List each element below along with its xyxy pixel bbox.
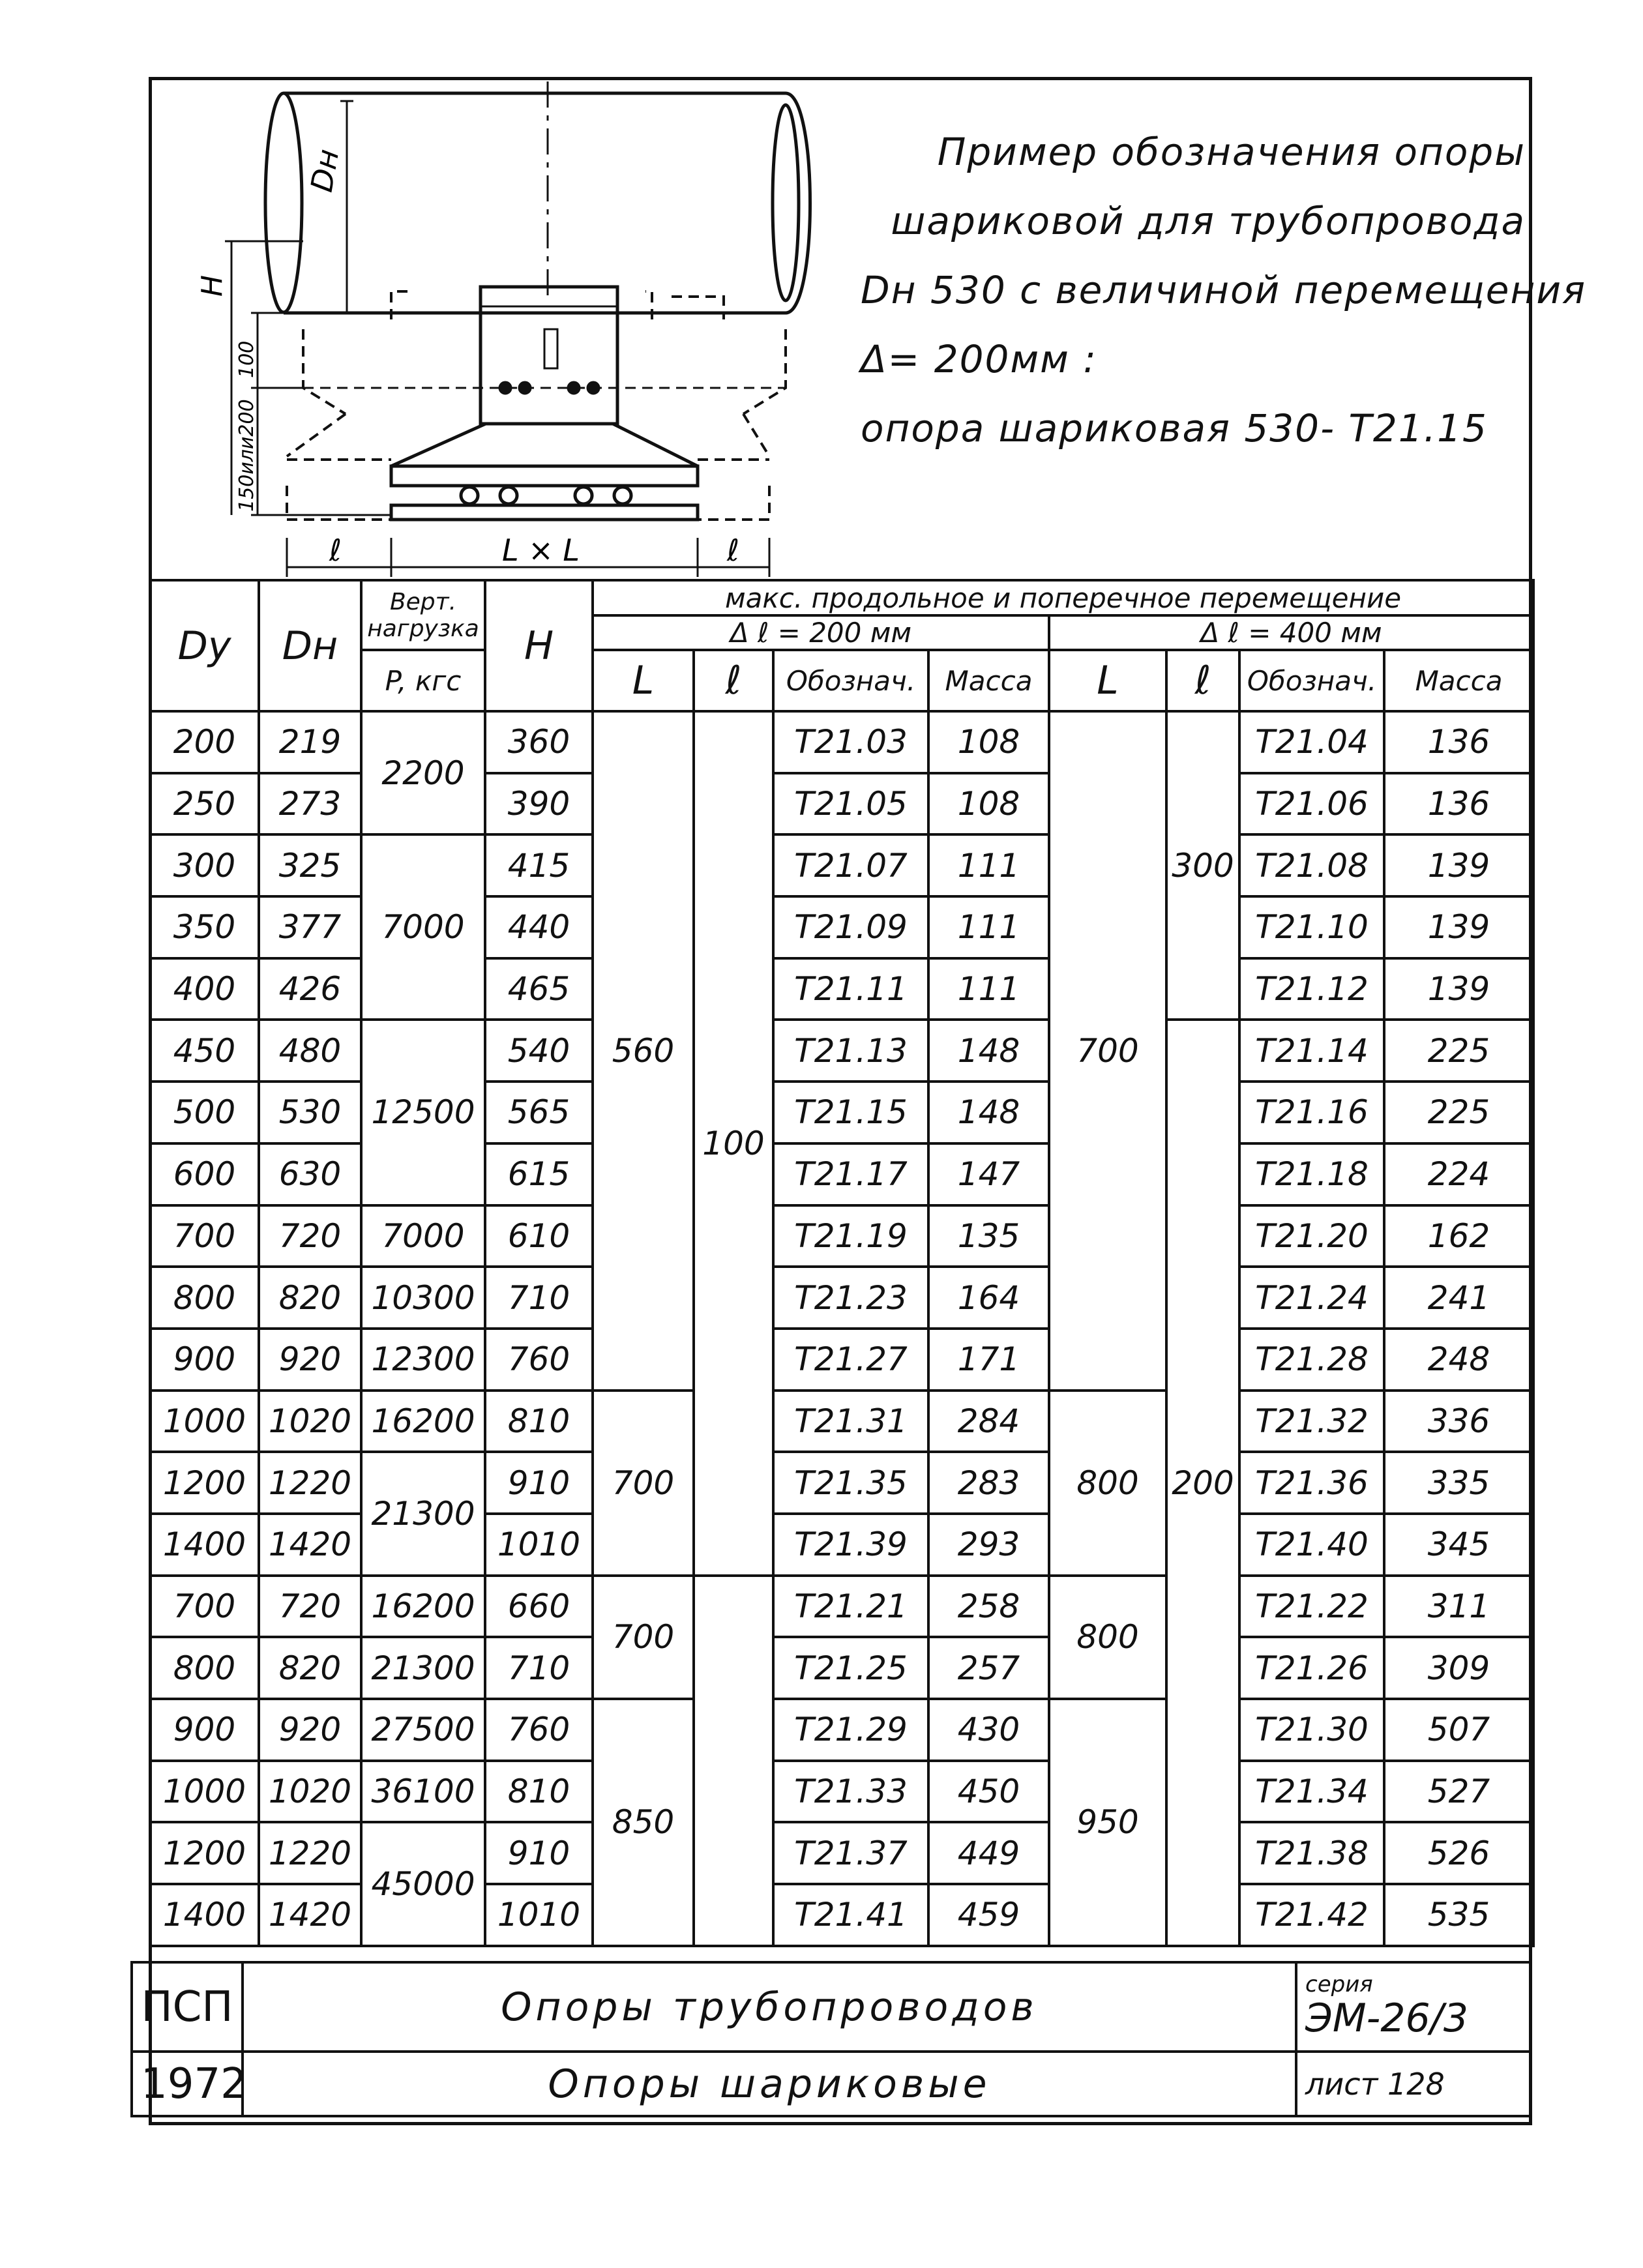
cell-h: 465: [485, 958, 593, 1020]
cell-mass2: 527: [1384, 1761, 1533, 1823]
col-l2: ℓ: [1166, 650, 1239, 711]
cell-dy: 200: [150, 711, 259, 773]
cell-mass1: 459: [928, 1884, 1049, 1946]
cell-desig2: Т21.16: [1239, 1082, 1384, 1143]
cell-mass2: 335: [1384, 1452, 1533, 1514]
cell-mass1: 258: [928, 1576, 1049, 1638]
cell-L1: 560: [593, 711, 694, 1391]
cell-h: 760: [485, 1329, 593, 1391]
cell-desig2: Т21.14: [1239, 1020, 1384, 1082]
cell-h: 415: [485, 834, 593, 896]
cell-dy: 250: [150, 773, 259, 835]
table-row: [150, 958, 1533, 1020]
cell-dy: 400: [150, 958, 259, 1020]
cell-h: 910: [485, 1822, 593, 1884]
cell-mass1: 293: [928, 1514, 1049, 1576]
cell-load: 12500: [361, 1020, 485, 1205]
table-row: [150, 1020, 1533, 1082]
cell-desig2: Т21.38: [1239, 1822, 1384, 1884]
cell-L2: 800: [1049, 1391, 1166, 1576]
cell-mass1: 147: [928, 1143, 1049, 1205]
cell-h: 565: [485, 1082, 593, 1143]
cell-desig2: Т21.36: [1239, 1452, 1384, 1514]
table-row: [150, 1452, 1533, 1514]
cell-dy: 1200: [150, 1452, 259, 1514]
cell-dy: 800: [150, 1267, 259, 1329]
cell-mass1: 111: [928, 958, 1049, 1020]
col-group-200: Δ ℓ = 200 мм: [593, 615, 1049, 650]
cell-mass2: 136: [1384, 773, 1533, 835]
cell-mass1: 430: [928, 1699, 1049, 1761]
table-row: [150, 1699, 1533, 1761]
table-row: [150, 773, 1533, 835]
col-dy: Dу: [150, 580, 259, 711]
cell-dn: 1420: [259, 1884, 361, 1946]
cell-load: 21300: [361, 1452, 485, 1575]
cell-desig1: Т21.33: [773, 1761, 928, 1823]
cell-desig2: Т21.08: [1239, 834, 1384, 896]
cell-mass1: 148: [928, 1020, 1049, 1082]
cell-mass2: 139: [1384, 896, 1533, 958]
col-load-line2: нагрузка: [367, 615, 479, 642]
cell-l2: 300: [1166, 711, 1239, 1020]
cell-dy: 350: [150, 896, 259, 958]
cell-dn: 820: [259, 1267, 361, 1329]
cell-dy: 1000: [150, 1391, 259, 1452]
cell-desig1: Т21.35: [773, 1452, 928, 1514]
cell-desig1: Т21.39: [773, 1514, 928, 1576]
cell-load: 7000: [361, 834, 485, 1020]
cell-dn: 480: [259, 1020, 361, 1082]
cell-mass2: 224: [1384, 1143, 1533, 1205]
title-line-1: Опоры трубопроводов: [243, 1962, 1296, 2052]
table-row: [150, 834, 1533, 896]
title-line-2: Опоры шариковые: [243, 2052, 1296, 2116]
cell-load: 16200: [361, 1391, 485, 1452]
cell-desig1: Т21.05: [773, 773, 928, 835]
cell-mass1: 449: [928, 1822, 1049, 1884]
cell-l1: 100: [694, 711, 773, 1576]
cell-desig2: Т21.10: [1239, 896, 1384, 958]
h-dim-label: H: [196, 274, 229, 297]
cell-dn: 1420: [259, 1514, 361, 1576]
l-left-label: ℓ: [329, 533, 342, 568]
cell-mass2: 162: [1384, 1205, 1533, 1267]
cell-desig2: Т21.22: [1239, 1576, 1384, 1638]
cell-desig2: Т21.06: [1239, 773, 1384, 835]
series-code: ЭМ-26/3: [1305, 1995, 1469, 2041]
cell-mass2: 311: [1384, 1576, 1533, 1638]
cell-l2: 200: [1166, 1020, 1239, 1945]
table-row: [150, 1514, 1533, 1576]
cell-mass1: 148: [928, 1082, 1049, 1143]
col-L1: L: [593, 650, 694, 711]
cell-dn: 377: [259, 896, 361, 958]
cell-dn: 820: [259, 1637, 361, 1699]
cell-mass2: 225: [1384, 1020, 1533, 1082]
cell-desig2: Т21.34: [1239, 1761, 1384, 1823]
col-group-400: Δ ℓ = 400 мм: [1049, 615, 1533, 650]
cell-desig1: Т21.11: [773, 958, 928, 1020]
cell-h: 1010: [485, 1514, 593, 1576]
table-row: [150, 1391, 1533, 1452]
col-l1: ℓ: [694, 650, 773, 711]
cell-desig2: Т21.20: [1239, 1205, 1384, 1267]
cell-h: 1010: [485, 1884, 593, 1946]
cell-mass1: 111: [928, 896, 1049, 958]
col-max-move: макс. продольное и поперечное перемещение: [593, 580, 1533, 615]
cell-dy: 500: [150, 1082, 259, 1143]
table-row: [150, 1822, 1533, 1884]
cell-h: 610: [485, 1205, 593, 1267]
col-load-unit: P, кгс: [361, 650, 485, 711]
cell-desig1: Т21.25: [773, 1637, 928, 1699]
dim-150-label: 150или200: [235, 399, 258, 512]
table-row: [150, 1205, 1533, 1267]
col-desig1: Обознач.: [773, 650, 928, 711]
cell-l1-empty: [694, 1576, 773, 1946]
span-label: L × L: [502, 533, 580, 568]
cell-h: 810: [485, 1761, 593, 1823]
cell-desig1: Т21.13: [773, 1020, 928, 1082]
table-row: [150, 1082, 1533, 1143]
col-load: [361, 580, 485, 650]
cell-h: 710: [485, 1637, 593, 1699]
example-line-3: Dн 530 с величиной перемещения: [861, 268, 1586, 312]
cell-mass1: 284: [928, 1391, 1049, 1452]
cell-dn: 1020: [259, 1761, 361, 1823]
cell-desig2: Т21.32: [1239, 1391, 1384, 1452]
cell-dn: 920: [259, 1699, 361, 1761]
cell-h: 810: [485, 1391, 593, 1452]
cell-h: 660: [485, 1576, 593, 1638]
col-desig2: Обознач.: [1239, 650, 1384, 711]
cell-dn: 720: [259, 1205, 361, 1267]
table-row: [150, 1637, 1533, 1699]
cell-dy: 700: [150, 1205, 259, 1267]
cell-L1: 850: [593, 1699, 694, 1946]
table-row: [150, 711, 1533, 773]
cell-mass2: 336: [1384, 1391, 1533, 1452]
cell-mass2: 535: [1384, 1884, 1533, 1946]
col-h: H: [485, 580, 593, 711]
cell-dn: 1220: [259, 1452, 361, 1514]
cell-load: 7000: [361, 1205, 485, 1267]
cell-L1: 700: [593, 1391, 694, 1576]
table-row: [150, 1143, 1533, 1205]
cell-load: 45000: [361, 1822, 485, 1945]
example-line-4: Δ= 200мм :: [861, 337, 1097, 381]
dn-dim-label: Dн: [303, 146, 346, 195]
year: 1972: [132, 2052, 243, 2116]
org-code: ПСП: [132, 1962, 243, 2052]
sheet-number: лист 128: [1296, 2052, 1531, 2116]
cell-load: 21300: [361, 1637, 485, 1699]
l-right-label: ℓ: [727, 533, 740, 568]
cell-h: 540: [485, 1020, 593, 1082]
cell-dy: 900: [150, 1699, 259, 1761]
cell-mass2: 345: [1384, 1514, 1533, 1576]
cell-dy: 900: [150, 1329, 259, 1391]
cell-desig1: Т21.41: [773, 1884, 928, 1946]
cell-dn: 630: [259, 1143, 361, 1205]
cell-dy: 450: [150, 1020, 259, 1082]
cell-mass1: 164: [928, 1267, 1049, 1329]
cell-mass2: 526: [1384, 1822, 1533, 1884]
cell-mass2: 248: [1384, 1329, 1533, 1391]
cell-dn: 720: [259, 1576, 361, 1638]
cell-L2: 800: [1049, 1576, 1166, 1699]
cell-h: 440: [485, 896, 593, 958]
cell-desig1: Т21.37: [773, 1822, 928, 1884]
cell-desig2: Т21.40: [1239, 1514, 1384, 1576]
table-row: [150, 1329, 1533, 1391]
dim-100-label: 100: [235, 340, 258, 378]
cell-load: 10300: [361, 1267, 485, 1329]
cell-desig2: Т21.26: [1239, 1637, 1384, 1699]
cell-dy: 700: [150, 1576, 259, 1638]
cell-mass1: 108: [928, 711, 1049, 773]
cell-load: 36100: [361, 1761, 485, 1823]
cell-dy: 300: [150, 834, 259, 896]
cell-mass2: 139: [1384, 834, 1533, 896]
cell-mass1: 283: [928, 1452, 1049, 1514]
cell-load: 12300: [361, 1329, 485, 1391]
cell-h: 710: [485, 1267, 593, 1329]
cell-load: 27500: [361, 1699, 485, 1761]
col-mass1: Масса: [928, 650, 1049, 711]
cell-mass2: 225: [1384, 1082, 1533, 1143]
cell-load: 16200: [361, 1576, 485, 1638]
cell-desig1: Т21.23: [773, 1267, 928, 1329]
col-dn: Dн: [259, 580, 361, 711]
designation-example: [861, 117, 1586, 463]
cell-desig1: Т21.09: [773, 896, 928, 958]
table-row: [150, 1267, 1533, 1329]
cell-mass1: 135: [928, 1205, 1049, 1267]
cell-dn: 273: [259, 773, 361, 835]
supports-table: [149, 579, 1535, 1947]
cell-mass2: 507: [1384, 1699, 1533, 1761]
example-line-1: Пример обозначения опоры: [937, 130, 1526, 174]
col-load-line1: Верт.: [389, 588, 457, 615]
cell-dn: 920: [259, 1329, 361, 1391]
cell-dy: 1000: [150, 1761, 259, 1823]
cell-dy: 600: [150, 1143, 259, 1205]
cell-desig1: Т21.29: [773, 1699, 928, 1761]
col-mass2: Масса: [1384, 650, 1533, 711]
cell-dy: 1400: [150, 1884, 259, 1946]
table-row: [150, 896, 1533, 958]
cell-h: 615: [485, 1143, 593, 1205]
cell-h: 390: [485, 773, 593, 835]
cell-desig1: Т21.03: [773, 711, 928, 773]
cell-dn: 325: [259, 834, 361, 896]
cell-desig1: Т21.21: [773, 1576, 928, 1638]
cell-dn: 1020: [259, 1391, 361, 1452]
cell-L2: 700: [1049, 711, 1166, 1391]
cell-mass1: 108: [928, 773, 1049, 835]
cell-dn: 219: [259, 711, 361, 773]
cell-dn: 530: [259, 1082, 361, 1143]
cell-mass2: 241: [1384, 1267, 1533, 1329]
cell-mass1: 450: [928, 1761, 1049, 1823]
title-block: [130, 1961, 1532, 2117]
cell-desig1: Т21.15: [773, 1082, 928, 1143]
cell-dy: 800: [150, 1637, 259, 1699]
example-line-2: шариковой для трубопровода: [891, 199, 1526, 243]
table-row: [150, 1761, 1533, 1823]
cell-h: 910: [485, 1452, 593, 1514]
col-L2: L: [1049, 650, 1166, 711]
cell-desig2: Т21.30: [1239, 1699, 1384, 1761]
series-caption: серия: [1305, 1971, 1373, 1997]
cell-mass1: 257: [928, 1637, 1049, 1699]
cell-desig2: Т21.28: [1239, 1329, 1384, 1391]
cell-mass1: 171: [928, 1329, 1049, 1391]
cell-desig1: Т21.27: [773, 1329, 928, 1391]
cell-desig2: Т21.18: [1239, 1143, 1384, 1205]
cell-mass1: 111: [928, 834, 1049, 896]
cell-desig2: Т21.04: [1239, 711, 1384, 773]
cell-L1: 700: [593, 1576, 694, 1699]
cell-dn: 426: [259, 958, 361, 1020]
cell-L2: 950: [1049, 1699, 1166, 1946]
cell-desig1: Т21.17: [773, 1143, 928, 1205]
cell-desig2: Т21.24: [1239, 1267, 1384, 1329]
table-row: [150, 1576, 1533, 1638]
cell-mass2: 139: [1384, 958, 1533, 1020]
cell-desig1: Т21.07: [773, 834, 928, 896]
series-cell: [1296, 1962, 1531, 2052]
cell-load: 2200: [361, 711, 485, 834]
cell-desig2: Т21.42: [1239, 1884, 1384, 1946]
cell-desig1: Т21.31: [773, 1391, 928, 1452]
cell-dy: 1400: [150, 1514, 259, 1576]
cell-dn: 1220: [259, 1822, 361, 1884]
cell-h: 760: [485, 1699, 593, 1761]
cell-dy: 1200: [150, 1822, 259, 1884]
example-line-5: опора шариковая 530- Т21.15: [861, 406, 1488, 450]
cell-desig2: Т21.12: [1239, 958, 1384, 1020]
cell-mass2: 309: [1384, 1637, 1533, 1699]
cell-desig1: Т21.19: [773, 1205, 928, 1267]
table-row: [150, 1884, 1533, 1946]
cell-h: 360: [485, 711, 593, 773]
cell-mass2: 136: [1384, 711, 1533, 773]
support-drawing: [196, 81, 822, 583]
